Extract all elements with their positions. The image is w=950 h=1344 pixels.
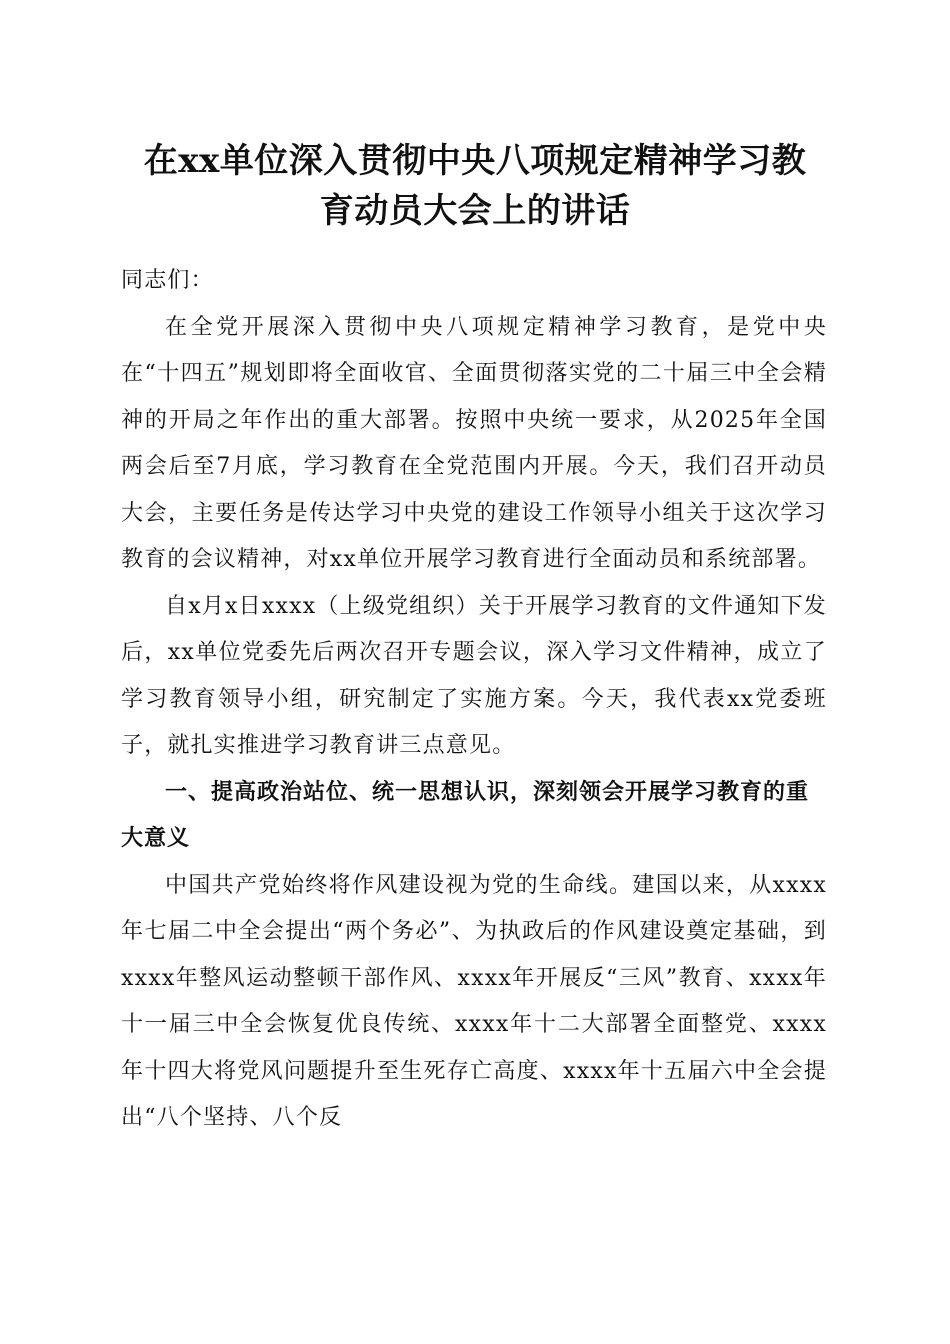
section-heading-1: 一、提高政治站位、统一思想认识，深刻领会开展学习教育的重大意义 [121, 779, 810, 851]
section-1-paragraph: 中国共产党始终将作风建设视为党的生命线。建国以来，从xxxx年七届二中全会提出“两个务必”、为执政后的作风建设奠定基础，到xxxx年整风运动整顿干部作风、xxxx年开展反“三风”教育、xxxx年十一届三中全会恢复优良传统、xxxx年十二大部署全面整党、xxxx年十四大将党风问题提升至生死存亡高度、xxxx年十五届六中全会提出“八个坚持、八个反 [121, 872, 827, 1130]
paragraph-intro: 在全党开展深入贯彻中央八项规定精神学习教育，是党中央在“十四五”规划即将全面收官、全面贯彻落实党的二十届三中全会精神的开局之年作出的重大部署。按照中央统一要求，从2025年全国两会后至7月底，学习教育在全党范围内开展。今天，我们召开动员大会，主要任务是传达学习中央党的建设工作领导小组关于这次学习教育的会议精神，对xx单位开展学习教育进行全面动员和系统部署。 [121, 314, 827, 572]
salutation: 同志们： [121, 268, 214, 293]
document-body [121, 258, 827, 1142]
title-line-1: 在xx单位深入贯彻中央八项规定精神学习教 [143, 141, 807, 181]
document-title [100, 136, 850, 236]
paragraph-background: 自x月x日xxxx（上级党组织）关于开展学习教育的文件通知下发后，xx单位党委先后两次召开专题会议，深入学习文件精神，成立了学习教育领导小组，研究制定了实施方案。今天，我代表xx党委班子，就扎实推进学习教育讲三点意见。 [121, 593, 827, 758]
title-line-2: 育动员大会上的讲话 [319, 191, 631, 231]
